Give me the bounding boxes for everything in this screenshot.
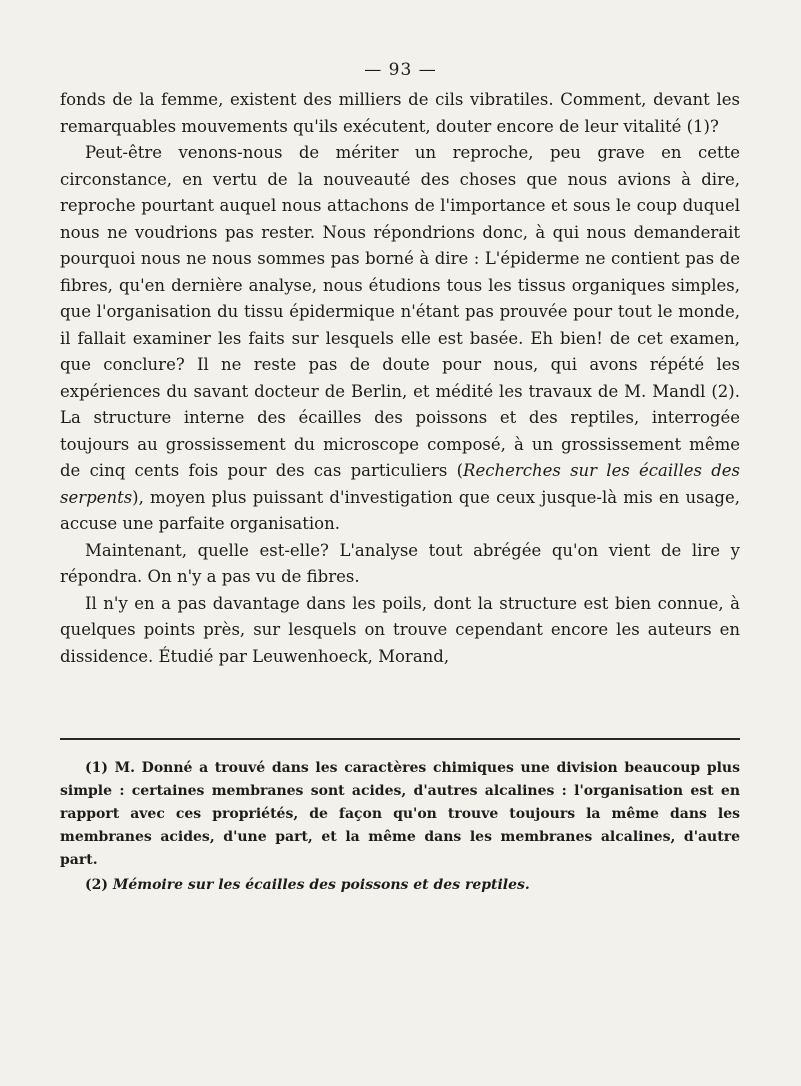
paragraph-2-italic-title: Recherches sur les écailles des serpents (60, 461, 740, 507)
footnote-2-title: Mémoire sur les écailles des poissons et des reptiles. (112, 877, 530, 893)
paragraph-3: Maintenant, quelle est-elle? L'analyse tout abrégée qu'on vient de lire y répondra. On n'y a pas vu de fibres. (60, 540, 740, 586)
paragraph-2-text: Peut-être venons-nous de mériter un reproche, peu grave en cette circonstance, en vertu de la nouveauté des choses que nous avions à dire, reproche pourtant auquel nous attachons de l'importance et sous le coup duquel nous ne voudrions pas rester. Nous répondrions donc, à qui nous demanderait pourquoi nous ne nous sommes pas borné à dire : L'épiderme ne contient pas de fibres, qu'en dernière analyse, nous étudions tous les tissus organiques simples, que l'organisation du tissu épidermique n'étant pas prouvée pour tout le monde, il fallait examiner les faits sur lesquels elle est basée. Eh bien! de cet examen, que conclure? Il ne reste pas de doute pour nous, qui avons répété les expériences du savant docteur de Berlin, et médité les travaux de M. Mandl (2). La structure interne des écailles des poissons et des reptiles, interrogée toujours au grossissement du microscope composé, à un grossissement même de cinq cents fois pour des cas particuliers ( (60, 143, 740, 480)
page-number: — 93 — (364, 60, 437, 80)
footnotes (60, 757, 740, 897)
footnote-2-number: (2) (85, 877, 113, 893)
main-text (60, 87, 740, 670)
footnote-2 (60, 874, 740, 897)
paragraph-4: Il n'y en a pas davantage dans les poils, dont la structure est bien connue, à quelques points près, sur lesquels on trouve cependant encore les auteurs en dissidence. Étudié par Leuwenhoeck, Morand, (60, 593, 740, 666)
paragraph-2 (60, 140, 740, 538)
footnote-1: (1) M. Donné a trouvé dans les caractères chimiques une division beaucoup plus simple : certaines membranes sont acides, d'autres alcalines : l'organisation est en rapport avec ces propriétés, de façon qu'on trouve toujours la même dans les membranes acides, d'une part, et la même dans les membranes alcalines, d'autre part. (60, 760, 740, 868)
paragraph-2-end: ), moyen plus puissant d'investigation que ceux jusque-là mis en usage, accuse une parfaite organisation. (60, 487, 740, 533)
footnote-divider (60, 738, 740, 740)
paragraph-1: fonds de la femme, existent des milliers de cils vibratiles. Comment, devant les remarquables mouvements qu'ils exécutent, douter encore de leur vitalité (1)? (60, 90, 740, 136)
